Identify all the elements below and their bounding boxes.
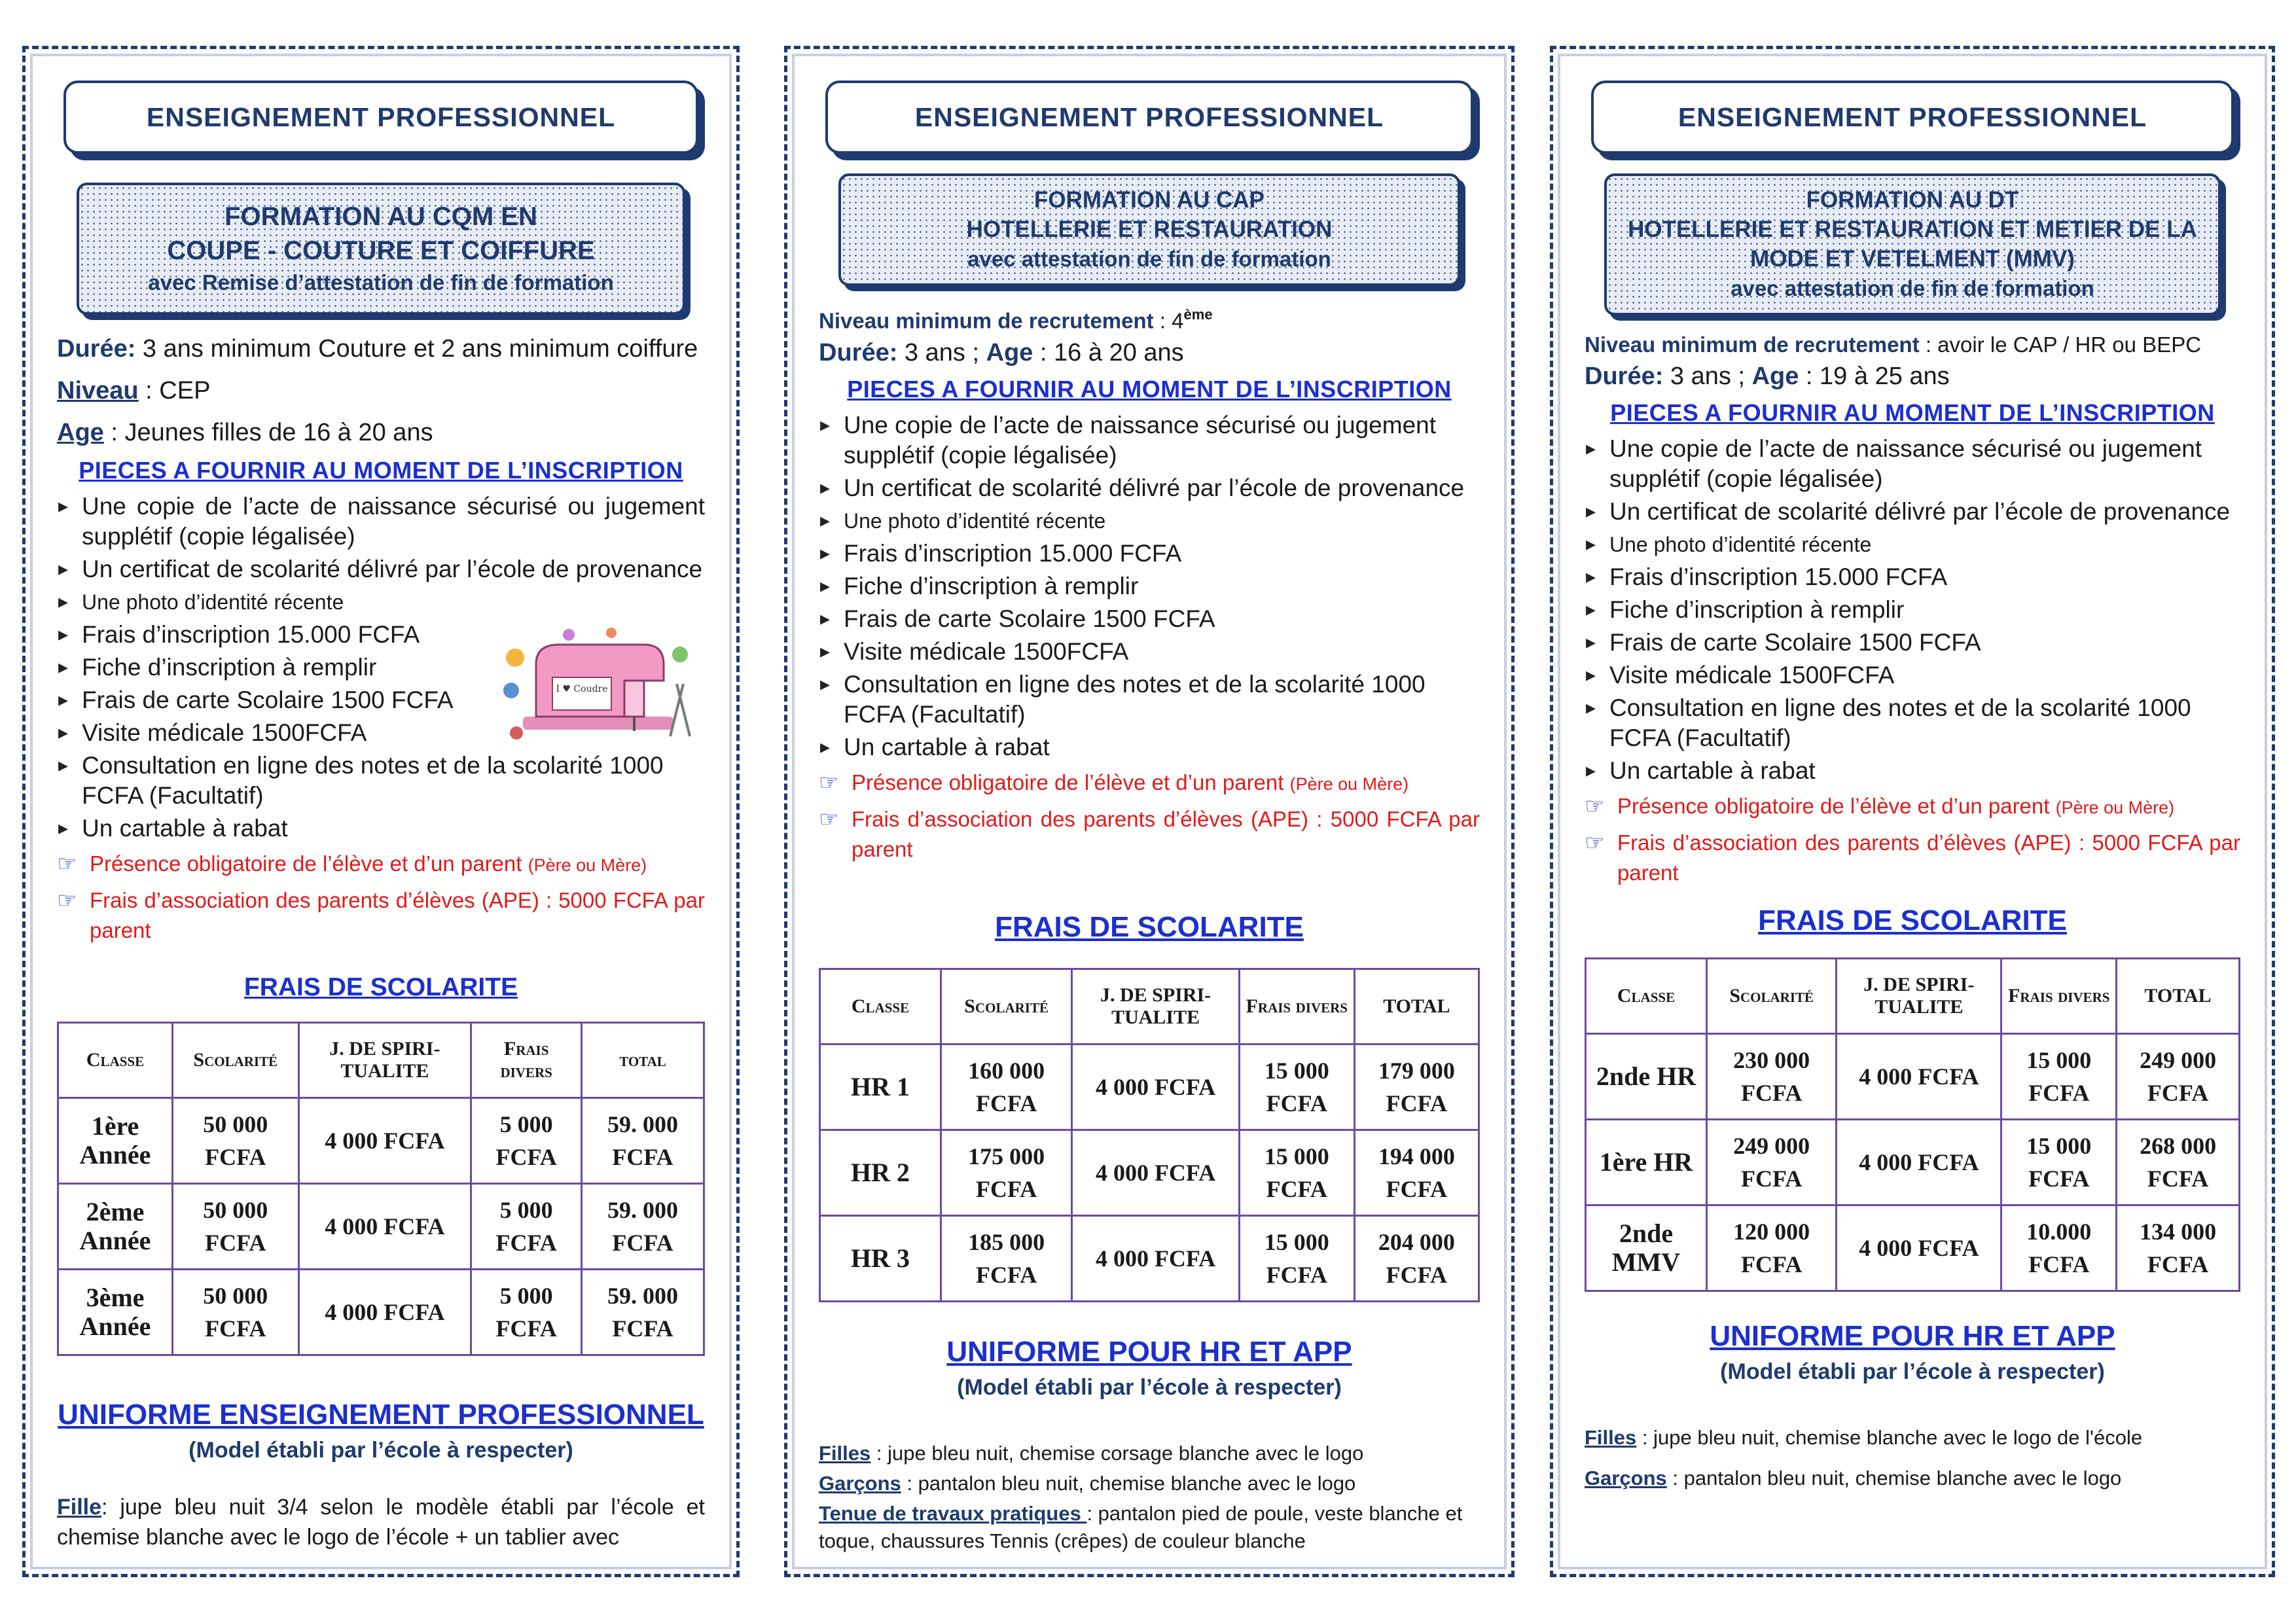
- list-item: ▸ Une photo d’identité récente: [1585, 529, 2240, 560]
- table-row: [1586, 1034, 2240, 1120]
- garcons-label: Garçons: [819, 1471, 901, 1495]
- table-cell: 3ème Année: [58, 1270, 173, 1355]
- table-cell: 4 000 FCFA: [298, 1270, 471, 1355]
- table-cell: 15 000 FCFA: [2001, 1120, 2117, 1205]
- table-cell: 50 000 FCFA: [173, 1270, 299, 1355]
- panel-header: ENSEIGNEMENT PROFESSIONNEL: [1591, 80, 2234, 154]
- table-header: Frais divers: [2001, 959, 2117, 1034]
- list-item: ▸ Consultation en ligne des notes et de la scolarité 1000 FCFA (Facultatif): [1585, 693, 2240, 753]
- table-cell: 4 000 FCFA: [298, 1098, 471, 1184]
- notice-text: Présence obligatoire de l’élève et d’un parent: [90, 851, 528, 876]
- age-label: Age: [1751, 363, 1799, 390]
- list-item: ▸ Un cartable à rabat: [1585, 756, 2240, 786]
- niveau-value: : CEP: [138, 377, 211, 404]
- table-cell: 59. 000 FCFA: [582, 1270, 704, 1355]
- table-cell: 4 000 FCFA: [1072, 1215, 1240, 1301]
- fees-table: [57, 1022, 705, 1356]
- formation-subtitle: HOTELLERIE ET RESTAURATION: [966, 217, 1333, 242]
- table-header: Scolarité: [1707, 959, 1837, 1034]
- fees-title: FRAIS DE SCOLARITE: [243, 973, 518, 1001]
- uniform-subtitle: (Model établi par l’école à respecter): [957, 1374, 1342, 1400]
- table-cell: 1ère HR: [1586, 1120, 1707, 1205]
- niveau-sup: ème: [1183, 306, 1213, 323]
- panel-dt: [1550, 46, 2275, 1577]
- list-item: ▸ Une copie de l’acte de naissance sécurisé ou jugement supplétif (copie légalisée): [819, 410, 1480, 471]
- panel-cap: [784, 46, 1515, 1577]
- uniform-title: UNIFORME POUR HR ET APP: [946, 1335, 1352, 1368]
- table-cell: 59. 000 FCFA: [582, 1184, 704, 1270]
- fees-table: [1585, 957, 2240, 1292]
- table-header: TOTAL: [1354, 969, 1479, 1044]
- illustration-text: I ♥ Coudre: [556, 684, 608, 694]
- list-item: ▸ Fiche d’inscription à remplir: [1585, 595, 2240, 625]
- pieces-list: [1585, 434, 2240, 786]
- formation-title: FORMATION AU CAP: [1034, 187, 1265, 213]
- table-cell: 185 000 FCFA: [941, 1215, 1072, 1301]
- list-item: ▸ Un certificat de scolarité délivré par l’école de provenance: [57, 554, 705, 584]
- table-header-row: [58, 1023, 704, 1098]
- garcons-value: : pantalon bleu nuit, chemise blanche avec le logo: [901, 1471, 1356, 1495]
- table-cell: 15 000 FCFA: [2001, 1034, 2117, 1120]
- table-cell: 59. 000 FCFA: [582, 1098, 704, 1184]
- notice-small: (Père ou Mère): [2055, 798, 2175, 817]
- filles-label: Filles: [1585, 1426, 1637, 1449]
- niveau-line: [819, 300, 1480, 336]
- pieces-title: PIECES A FOURNIR AU MOMENT DE L’INSCRIPTION: [1610, 399, 2215, 426]
- duree-line: [57, 330, 705, 367]
- table-cell: 249 000 FCFA: [2117, 1034, 2240, 1120]
- list-item: ▸ Fiche d’inscription à remplir: [819, 571, 1480, 601]
- table-header: Classe: [820, 969, 941, 1044]
- list-item: ▸ Fiche d’inscription à remplir: [57, 652, 705, 683]
- table-cell: 2nde MMV: [1586, 1205, 1707, 1291]
- table-cell: 15 000 FCFA: [1239, 1130, 1354, 1215]
- list-item: ▸ Visite médicale 1500FCFA: [1585, 660, 2240, 690]
- formation-subtitle: HOTELLERIE ET RESTAURATION ET METIER DE LA MODE ET VETELMENT (MMV): [1628, 217, 2197, 272]
- table-header: Frais divers: [1239, 969, 1354, 1044]
- pointing-hand-icon: ☞: [819, 806, 839, 832]
- tp-value: : pantalon pied de poule, veste blanche et toque, chaussures Tennis (crêpes) de couleur blanche: [819, 1501, 1463, 1552]
- table-cell: 2nde HR: [1586, 1034, 1707, 1120]
- niveau-line: [57, 372, 705, 409]
- uniform-tp: [819, 1500, 1480, 1555]
- list-item: ▸ Un cartable à rabat: [819, 732, 1480, 762]
- pointing-hand-icon: ☞: [1585, 794, 1605, 819]
- duree-label: Durée:: [57, 335, 136, 363]
- fille-label: Fille: [57, 1495, 102, 1520]
- list-item: ▸ Frais d’inscription 15.000 FCFA: [57, 620, 705, 650]
- panel-cqm: [22, 46, 740, 1577]
- table-cell: 120 000 FCFA: [1707, 1205, 1837, 1291]
- list-item: ▸ Consultation en ligne des notes et de la scolarité 1000 FCFA (Facultatif): [57, 751, 705, 811]
- table-cell: 4 000 FCFA: [1837, 1120, 2001, 1205]
- table-header: J. DE SPIRI-TUALITE: [298, 1023, 471, 1098]
- table-cell: 4 000 FCFA: [1072, 1130, 1240, 1215]
- table-cell: 5 000 FCFA: [471, 1270, 582, 1355]
- table-cell: 4 000 FCFA: [298, 1184, 471, 1270]
- table-row: [820, 1044, 1479, 1130]
- duree-value: 3 ans ;: [897, 338, 986, 366]
- fees-title: FRAIS DE SCOLARITE: [995, 910, 1304, 943]
- table-cell: 5 000 FCFA: [471, 1184, 582, 1270]
- table-cell: HR 1: [820, 1044, 941, 1130]
- formation-note: avec attestation de fin de formation: [1731, 276, 2094, 300]
- table-header: Classe: [1586, 959, 1707, 1034]
- uniform-subtitle: (Model établi par l’école à respecter): [188, 1438, 573, 1463]
- list-item: ▸ Frais d’inscription 15.000 FCFA: [819, 539, 1480, 569]
- uniform-subtitle: (Model établi par l’école à respecter): [1720, 1359, 2105, 1384]
- table-header: Classe: [58, 1023, 173, 1098]
- age-value: : 16 à 20 ans: [1033, 338, 1184, 366]
- table-header: Scolarité: [941, 969, 1072, 1044]
- table-cell: 50 000 FCFA: [173, 1184, 299, 1270]
- filles-value: : jupe bleu nuit, chemise corsage blanche avec le logo: [870, 1441, 1364, 1465]
- table-cell: 268 000 FCFA: [2117, 1120, 2240, 1205]
- duree-age-line: [819, 336, 1480, 370]
- table-header: J. DE SPIRI-TUALITE: [1072, 969, 1240, 1044]
- pointing-hand-icon: ☞: [1585, 830, 1605, 855]
- table-row: [58, 1270, 704, 1355]
- notice-small: (Père ou Mère): [528, 855, 647, 875]
- table-row: [58, 1098, 704, 1184]
- list-item: ▸ Un certificat de scolarité délivré par l’école de provenance: [1585, 497, 2240, 527]
- table-cell: 230 000 FCFA: [1707, 1034, 1837, 1120]
- notice-ape: [57, 885, 705, 946]
- pointing-hand-icon: ☞: [57, 888, 77, 913]
- formation-title: FORMATION AU DT: [1806, 187, 2019, 213]
- list-item: ▸ Consultation en ligne des notes et de la scolarité 1000 FCFA (Facultatif): [819, 669, 1480, 730]
- list-item: ▸ Visite médicale 1500FCFA: [819, 637, 1480, 667]
- niveau-value: : 4: [1153, 308, 1184, 333]
- table-header-row: [820, 969, 1479, 1044]
- duree-label: Durée:: [1585, 363, 1664, 390]
- niveau-value: : avoir le CAP / HR ou BEPC: [1919, 332, 2202, 357]
- filles-label: Filles: [819, 1441, 871, 1465]
- list-item: ▸ Frais d’inscription 15.000 FCFA: [1585, 562, 2240, 592]
- formation-note: avec attestation de fin de formation: [967, 247, 1331, 271]
- table-row: [1586, 1205, 2240, 1291]
- table-row: [820, 1130, 1479, 1215]
- duree-label: Durée:: [819, 338, 898, 366]
- duree-value: 3 ans minimum Couture et 2 ans minimum coiffure: [135, 335, 698, 363]
- notice-text: Frais d’association des parents d’élèves (APE) : 5000 FCFA par parent: [1617, 830, 2240, 885]
- table-row: [1586, 1120, 2240, 1205]
- table-cell: 175 000 FCFA: [941, 1130, 1072, 1215]
- notice-presence: [819, 768, 1480, 799]
- age-label: Age: [986, 338, 1033, 366]
- uniform-filles: [819, 1440, 1480, 1467]
- formation-box: [77, 183, 685, 315]
- garcons-label: Garçons: [1585, 1467, 1667, 1489]
- duree-value: 3 ans ;: [1663, 363, 1752, 390]
- table-cell: 5 000 FCFA: [471, 1098, 582, 1184]
- formation-subtitle: COUPE - COUTURE ET COIFFURE: [167, 236, 595, 265]
- table-cell: HR 2: [820, 1130, 941, 1215]
- table-cell: 4 000 FCFA: [1072, 1044, 1240, 1130]
- table-cell: 15 000 FCFA: [1239, 1215, 1354, 1301]
- formation-box: [838, 173, 1460, 286]
- list-item: ▸ Frais de carte Scolaire 1500 FCFA: [1585, 628, 2240, 658]
- list-item: ▸ Un cartable à rabat: [57, 813, 705, 844]
- uniform-title: UNIFORME POUR HR ET APP: [1710, 1320, 2115, 1352]
- panel-header: ENSEIGNEMENT PROFESSIONNEL: [825, 80, 1473, 154]
- formation-box: [1604, 173, 2221, 315]
- table-cell: 134 000 FCFA: [2117, 1205, 2240, 1291]
- list-item: ▸ Frais de carte Scolaire 1500 FCFA: [819, 604, 1480, 634]
- pointing-hand-icon: ☞: [819, 770, 839, 795]
- formation-title: FORMATION AU CQM EN: [224, 202, 537, 231]
- table-header: total: [582, 1023, 704, 1098]
- table-cell: 50 000 FCFA: [173, 1098, 299, 1184]
- notice-text: Frais d’association des parents d’élèves (APE) : 5000 FCFA par parent: [90, 888, 705, 942]
- niveau-label: Niveau: [57, 377, 139, 404]
- table-cell: 204 000 FCFA: [1354, 1215, 1479, 1301]
- formation-note: avec Remise d’attestation de fin de formation: [148, 270, 614, 294]
- niveau-label: Niveau minimum de recrutement: [819, 308, 1154, 333]
- list-item: ▸ Une photo d’identité récente: [819, 506, 1480, 536]
- list-item: ▸ Visite médicale 1500FCFA: [57, 718, 705, 748]
- pieces-title: PIECES A FOURNIR AU MOMENT DE L’INSCRIPTION: [847, 375, 1452, 402]
- age-label: Age: [57, 419, 104, 446]
- age-value: : 19 à 25 ans: [1799, 363, 1950, 390]
- table-header: TOTAL: [2117, 959, 2240, 1034]
- list-item: ▸ Une copie de l’acte de naissance sécurisé ou jugement supplétif (copie légalisée): [1585, 434, 2240, 494]
- table-cell: 10.000 FCFA: [2001, 1205, 2117, 1291]
- notice-presence: [1585, 791, 2240, 823]
- table-cell: HR 3: [820, 1215, 941, 1301]
- table-header: J. DE SPIRI-TUALITE: [1837, 959, 2001, 1034]
- niveau-line: [1585, 330, 2240, 359]
- age-value: : Jeunes filles de 16 à 20 ans: [103, 419, 433, 446]
- table-cell: 160 000 FCFA: [941, 1044, 1072, 1130]
- table-header: Frais divers: [471, 1023, 582, 1098]
- uniform-garcons: [1585, 1465, 2240, 1492]
- table-cell: 249 000 FCFA: [1707, 1120, 1837, 1205]
- pointing-hand-icon: ☞: [57, 851, 77, 876]
- table-cell: 4 000 FCFA: [1837, 1034, 2001, 1120]
- uniform-fille: [57, 1492, 705, 1552]
- table-cell: 15 000 FCFA: [1239, 1044, 1354, 1130]
- fille-value: : jupe bleu nuit 3/4 selon le modèle établi par l’école et chemise blanche avec le logo de l’école + un tablier avec: [57, 1495, 705, 1550]
- panel-header: ENSEIGNEMENT PROFESSIONNEL: [63, 80, 698, 154]
- table-header-row: [1586, 959, 2240, 1034]
- uniform-title: UNIFORME ENSEIGNEMENT PROFESSIONNEL: [58, 1399, 704, 1431]
- filles-value: : jupe bleu nuit, chemise blanche avec le logo de l'école: [1636, 1426, 2143, 1449]
- pieces-list: [819, 410, 1480, 762]
- fees-table: [819, 968, 1480, 1302]
- notice-ape: [819, 804, 1480, 865]
- table-cell: 4 000 FCFA: [1837, 1205, 2001, 1291]
- garcons-value: : pantalon bleu nuit, chemise blanche avec le logo: [1666, 1467, 2122, 1489]
- table-row: [58, 1184, 704, 1270]
- notice-text: Présence obligatoire de l’élève et d’un parent: [1617, 794, 2056, 818]
- table-header: Scolarité: [173, 1023, 299, 1098]
- table-cell: 2ème Année: [58, 1184, 173, 1270]
- notice-text: Frais d’association des parents d’élèves (APE) : 5000 FCFA par parent: [852, 806, 1480, 861]
- table-row: [820, 1215, 1479, 1301]
- notice-small: (Père ou Mère): [1289, 774, 1409, 794]
- notice-ape: [1585, 828, 2240, 888]
- pieces-title: PIECES A FOURNIR AU MOMENT DE L’INSCRIPTION: [79, 457, 683, 484]
- tp-label: Tenue de travaux pratiques: [819, 1501, 1087, 1525]
- uniform-filles: [1585, 1424, 2240, 1452]
- fees-title: FRAIS DE SCOLARITE: [1758, 904, 2067, 936]
- notice-presence: [57, 849, 705, 880]
- list-item: ▸ Une copie de l’acte de naissance sécurisé ou jugement supplétif (copie légalisée): [57, 491, 705, 552]
- niveau-label: Niveau minimum de recrutement: [1585, 332, 1920, 357]
- notice-text: Présence obligatoire de l’élève et d’un parent: [852, 770, 1290, 794]
- list-item: ▸ Une photo d’identité récente: [57, 587, 705, 617]
- age-line: [57, 414, 705, 451]
- table-cell: 179 000 FCFA: [1354, 1044, 1479, 1130]
- list-item: ▸ Frais de carte Scolaire 1500 FCFA: [57, 685, 705, 715]
- table-cell: 1ère Année: [58, 1098, 173, 1184]
- uniform-garcons: [819, 1470, 1480, 1497]
- duree-age-line: [1585, 359, 2240, 393]
- sewing-machine-icon: [497, 618, 693, 749]
- list-item: ▸ Un certificat de scolarité délivré par l’école de provenance: [819, 473, 1480, 503]
- table-cell: 194 000 FCFA: [1354, 1130, 1479, 1215]
